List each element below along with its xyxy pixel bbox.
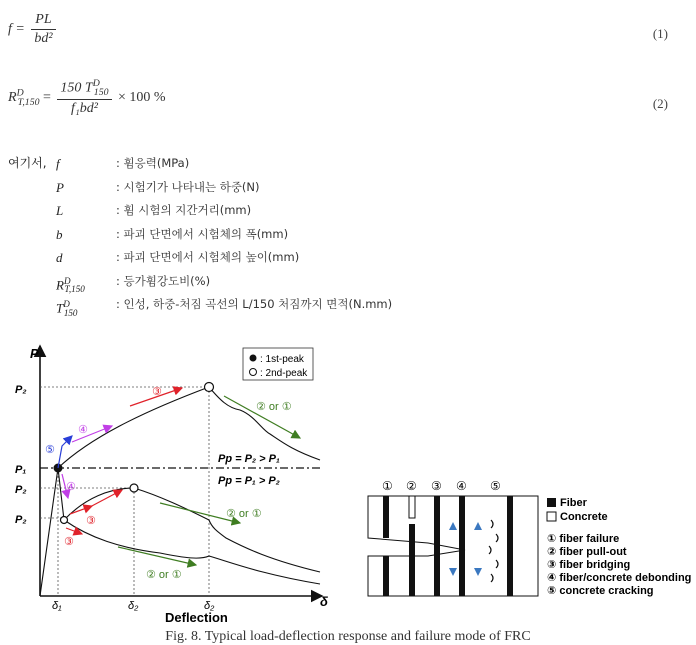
second-peak-legend-label: : 2nd-peak (260, 368, 308, 379)
equation-1 (8, 12, 59, 47)
specimen-diagram (368, 479, 538, 596)
first-peak-legend-icon (250, 355, 257, 362)
y-axis-label: P (30, 346, 39, 361)
x-tick: δ₂ (128, 600, 139, 612)
y-tick: P₂ (15, 484, 27, 496)
concrete-legend-label: Concrete (560, 511, 608, 523)
failure-mode-label: ② fiber pull-out (547, 546, 627, 558)
lower-condition: Pp = P₁ > P₂ (218, 475, 280, 487)
first-peak-legend-label: : 1st-peak (260, 354, 304, 365)
upper-condition: Pp = P₂ > P₁ (218, 453, 280, 465)
marker-label: ④ (66, 481, 76, 493)
failure-mode-label: ③ fiber bridging (547, 559, 631, 571)
blue-arrow (58, 436, 72, 468)
failure-mode-label: ⑤ concrete cracking (547, 585, 654, 597)
x-axis-label: δ (320, 594, 328, 609)
upper-curve (40, 387, 320, 596)
fiber-legend-label: Fiber (560, 497, 587, 509)
marker-label: ④ (78, 424, 88, 436)
fiber-swatch (547, 498, 556, 507)
equation-1-lhs: f = (8, 21, 29, 37)
failure-mode-label: ④ fiber/concrete debonding (547, 572, 692, 584)
svg-text:③: ③ (431, 479, 442, 493)
svg-text:①: ① (382, 479, 393, 493)
second-peak-marker (205, 383, 214, 392)
equation-1-number: (1) (652, 26, 668, 41)
concrete-swatch (547, 512, 556, 521)
x-tick: δ₁ (52, 600, 62, 612)
equation-2-fraction: $\frac{150 T^D_{150}}{\text{f₁bd²}}$ (57, 78, 111, 117)
figure-caption: Fig. 8. Typical load-deflection response and failure mode of FRC (165, 629, 531, 644)
green-annotation: ② or ① (226, 508, 262, 520)
equation-2: $R^D_{T,150}$ = $\frac{150 T^D_{150}}{\text{f₁bd²}}$ × 100 % (8, 78, 166, 117)
equation-1-fraction: $\frac{PL}{\text{bd²}}$ (31, 12, 55, 47)
marker-label: ③ (152, 386, 162, 398)
svg-text:②: ② (406, 479, 417, 493)
y-tick: P₂ (15, 514, 27, 526)
svg-text:⑤: ⑤ (490, 479, 501, 493)
marker-label: ③ (64, 536, 74, 548)
svg-text:④: ④ (456, 479, 467, 493)
y-tick: P₂ (15, 384, 27, 396)
failure-mode-label: ① fiber failure (547, 533, 620, 545)
load-deflection-figure (0, 338, 696, 628)
lower-curve (64, 520, 320, 584)
y-tick: P₁ (15, 464, 27, 476)
equation-2-number: (2) (652, 96, 668, 111)
green-annotation: ② or ① (146, 569, 182, 581)
definitions-intro: 여기서, (8, 156, 47, 170)
green-annotation: ② or ① (256, 401, 292, 413)
second-peak-marker (61, 517, 68, 524)
second-peak-legend-icon (250, 369, 257, 376)
marker-label: ③ (86, 515, 96, 527)
x-axis-title: Deflection (165, 610, 228, 625)
marker-label: ⑤ (45, 444, 55, 456)
x-tick: δ₂ (204, 600, 215, 612)
middle-curve (58, 468, 320, 572)
second-peak-marker (130, 484, 138, 492)
green-arrow (118, 547, 196, 565)
